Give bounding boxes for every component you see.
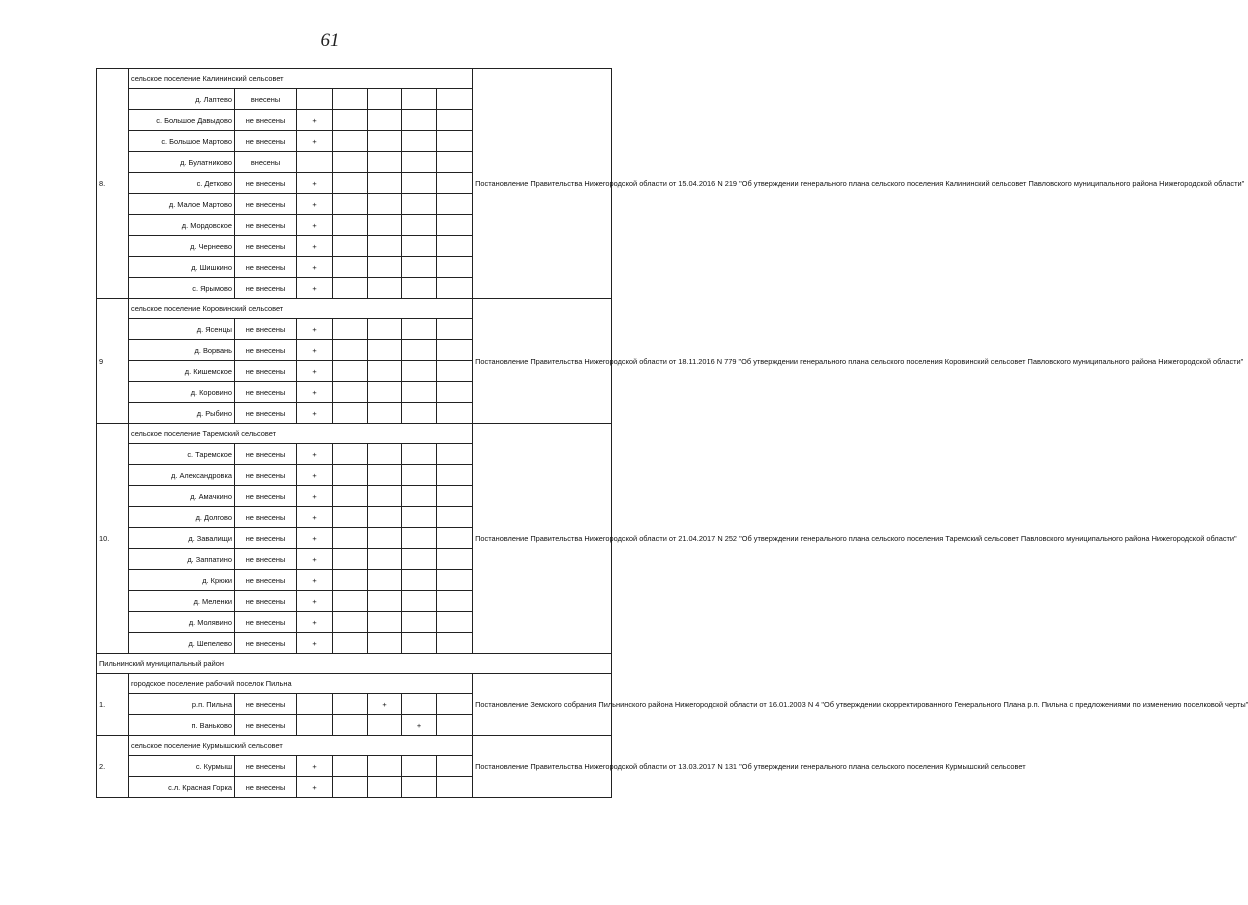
mark-cell (437, 89, 473, 110)
mark-cell: + (297, 612, 333, 633)
mark-cell (437, 361, 473, 382)
settlement-name: д. Крюки (129, 570, 235, 591)
changes-status: не внесены (235, 236, 297, 257)
mark-cell (368, 715, 402, 736)
mark-cell (368, 444, 402, 465)
mark-cell (333, 465, 368, 486)
mark-cell: + (297, 319, 333, 340)
section-title: сельское поселение Калининский сельсовет (129, 69, 473, 89)
mark-cell (437, 257, 473, 278)
settlement-name: д. Кишемское (129, 361, 235, 382)
mark-cell (368, 486, 402, 507)
mark-cell (368, 549, 402, 570)
mark-cell (437, 633, 473, 654)
mark-cell (368, 403, 402, 424)
section-title: сельское поселение Коровинский сельсовет (129, 299, 473, 319)
mark-cell (333, 777, 368, 798)
changes-status: не внесены (235, 777, 297, 798)
mark-cell: + (297, 403, 333, 424)
mark-cell (297, 152, 333, 173)
mark-cell: + (297, 110, 333, 131)
mark-cell (402, 591, 437, 612)
mark-cell (402, 612, 437, 633)
settlement-name: д. Рыбино (129, 403, 235, 424)
mark-cell (333, 89, 368, 110)
mark-cell (402, 361, 437, 382)
mark-cell (368, 528, 402, 549)
mark-cell (297, 694, 333, 715)
mark-cell (437, 110, 473, 131)
section-header-row (97, 736, 612, 756)
settlement-name: д. Долгово (129, 507, 235, 528)
mark-cell (402, 152, 437, 173)
mark-cell (333, 173, 368, 194)
approval-document: Постановление Правительства Нижегородской области от 18.11.2016 N 779 "Об утверждении генерального плана сельского поселения Коровинский сельсовет Павловского муниципального района Нижегородской области" (473, 299, 612, 424)
mark-cell (368, 278, 402, 299)
mark-cell (402, 528, 437, 549)
settlement-name: д. Ворвань (129, 340, 235, 361)
changes-status: не внесены (235, 756, 297, 777)
changes-status: не внесены (235, 715, 297, 736)
mark-cell (402, 110, 437, 131)
changes-status: не внесены (235, 194, 297, 215)
mark-cell (333, 257, 368, 278)
changes-status: не внесены (235, 486, 297, 507)
mark-cell (333, 194, 368, 215)
mark-cell (333, 131, 368, 152)
mark-cell: + (297, 340, 333, 361)
settlement-name: д. Заппатино (129, 549, 235, 570)
changes-status: не внесены (235, 131, 297, 152)
mark-cell (402, 382, 437, 403)
mark-cell (368, 756, 402, 777)
changes-status: не внесены (235, 403, 297, 424)
mark-cell: + (297, 549, 333, 570)
settlement-name: д. Коровино (129, 382, 235, 403)
mark-cell (368, 633, 402, 654)
mark-cell (368, 382, 402, 403)
mark-cell (333, 549, 368, 570)
mark-cell (402, 633, 437, 654)
mark-cell (368, 215, 402, 236)
settlement-name: д. Ясенцы (129, 319, 235, 340)
mark-cell (333, 340, 368, 361)
mark-cell (402, 173, 437, 194)
mark-cell (368, 173, 402, 194)
mark-cell (437, 715, 473, 736)
settlements-table (96, 68, 1248, 798)
mark-cell (368, 131, 402, 152)
mark-cell (402, 777, 437, 798)
mark-cell (437, 236, 473, 257)
settlement-name: д. Шишкино (129, 257, 235, 278)
changes-status: не внесены (235, 465, 297, 486)
mark-cell (402, 215, 437, 236)
mark-cell (402, 756, 437, 777)
mark-cell: + (297, 777, 333, 798)
changes-status: не внесены (235, 340, 297, 361)
region-title: Пильнинский муниципальный район (97, 654, 612, 674)
mark-cell (368, 591, 402, 612)
approval-document: Постановление Правительства Нижегородской области от 21.04.2017 N 252 "Об утверждении генерального плана сельского поселения Таремский сельсовет Павловского муниципального района Нижегородской области" (473, 424, 612, 654)
mark-cell (402, 89, 437, 110)
mark-cell: + (297, 591, 333, 612)
changes-status: не внесены (235, 694, 297, 715)
page-number: 61 (320, 30, 340, 51)
mark-cell (402, 319, 437, 340)
changes-status: не внесены (235, 278, 297, 299)
mark-cell (333, 152, 368, 173)
changes-status: не внесены (235, 173, 297, 194)
region-row (97, 654, 612, 674)
mark-cell (368, 465, 402, 486)
mark-cell: + (297, 361, 333, 382)
mark-cell: + (368, 694, 402, 715)
settlement-name: с. Курмыш (129, 756, 235, 777)
mark-cell (402, 549, 437, 570)
approval-document: Постановление Земского собрания Пильнинского района Нижегородской области от 16.01.2003 N 4 "Об утверждении скорректированного Генерального Плана р.п. Пильна с предложениями по изменению поселковой черты" (473, 674, 612, 736)
approval-document: Постановление Правительства Нижегородской области от 13.03.2017 N 131 "Об утверждении генерального плана сельского поселения Курмышский сельсовет (473, 736, 612, 798)
section-header-row (97, 69, 612, 89)
changes-status: не внесены (235, 361, 297, 382)
mark-cell: + (297, 236, 333, 257)
mark-cell (368, 340, 402, 361)
mark-cell: + (297, 278, 333, 299)
mark-cell (437, 403, 473, 424)
changes-status: не внесены (235, 633, 297, 654)
mark-cell (402, 131, 437, 152)
mark-cell (368, 507, 402, 528)
mark-cell: + (297, 465, 333, 486)
mark-cell: + (402, 715, 437, 736)
mark-cell (333, 591, 368, 612)
settlement-name: д. Булатниково (129, 152, 235, 173)
changes-status: не внесены (235, 110, 297, 131)
mark-cell (333, 612, 368, 633)
mark-cell (368, 194, 402, 215)
changes-status: не внесены (235, 591, 297, 612)
mark-cell (437, 486, 473, 507)
mark-cell: + (297, 528, 333, 549)
mark-cell (333, 110, 368, 131)
mark-cell (333, 507, 368, 528)
changes-status: не внесены (235, 528, 297, 549)
settlement-name: д. Молявино (129, 612, 235, 633)
settlement-name: д. Меленки (129, 591, 235, 612)
settlement-name: д. Амачкино (129, 486, 235, 507)
mark-cell (333, 236, 368, 257)
mark-cell (402, 694, 437, 715)
mark-cell (368, 319, 402, 340)
mark-cell: + (297, 507, 333, 528)
mark-cell (437, 340, 473, 361)
section-title: сельское поселение Курмышский сельсовет (129, 736, 473, 756)
settlement-name: д. Мордовское (129, 215, 235, 236)
mark-cell (333, 528, 368, 549)
settlement-name: д. Чернеево (129, 236, 235, 257)
section-title: городское поселение рабочий поселок Пильна (129, 674, 473, 694)
changes-status: не внесены (235, 549, 297, 570)
mark-cell: + (297, 215, 333, 236)
mark-cell (333, 633, 368, 654)
mark-cell (368, 89, 402, 110)
mark-cell (402, 278, 437, 299)
mark-cell (402, 257, 437, 278)
mark-cell (437, 694, 473, 715)
changes-status: не внесены (235, 570, 297, 591)
mark-cell (437, 152, 473, 173)
mark-cell (333, 278, 368, 299)
changes-status: не внесены (235, 257, 297, 278)
mark-cell (402, 486, 437, 507)
changes-status: внесены (235, 89, 297, 110)
mark-cell (368, 777, 402, 798)
settlement-name: с.л. Красная Горка (129, 777, 235, 798)
mark-cell (437, 444, 473, 465)
mark-cell (437, 173, 473, 194)
mark-cell: + (297, 570, 333, 591)
mark-cell: + (297, 486, 333, 507)
changes-status: не внесены (235, 444, 297, 465)
settlement-name: п. Ваньково (129, 715, 235, 736)
settlement-name: с. Большое Давыдово (129, 110, 235, 131)
changes-status: не внесены (235, 612, 297, 633)
mark-cell (368, 570, 402, 591)
settlement-name: д. Завалищи (129, 528, 235, 549)
changes-status: не внесены (235, 507, 297, 528)
settlement-name: с. Ярымово (129, 278, 235, 299)
mark-cell (333, 319, 368, 340)
mark-cell (437, 382, 473, 403)
section-number: 10. (97, 424, 129, 654)
mark-cell: + (297, 444, 333, 465)
mark-cell (437, 549, 473, 570)
mark-cell (402, 403, 437, 424)
mark-cell (368, 110, 402, 131)
mark-cell: + (297, 382, 333, 403)
mark-cell (368, 361, 402, 382)
mark-cell (437, 612, 473, 633)
mark-cell: + (297, 257, 333, 278)
mark-cell (297, 715, 333, 736)
section-header-row (97, 299, 612, 319)
mark-cell: + (297, 173, 333, 194)
mark-cell (402, 236, 437, 257)
mark-cell (333, 694, 368, 715)
mark-cell (333, 403, 368, 424)
section-number: 9 (97, 299, 129, 424)
mark-cell (333, 215, 368, 236)
mark-cell (368, 612, 402, 633)
mark-cell (402, 465, 437, 486)
mark-cell (333, 756, 368, 777)
section-number: 8. (97, 69, 129, 299)
mark-cell: + (297, 131, 333, 152)
changes-status: не внесены (235, 319, 297, 340)
settlement-name: д. Александровка (129, 465, 235, 486)
mark-cell: + (297, 756, 333, 777)
mark-cell (437, 215, 473, 236)
section-number: 2. (97, 736, 129, 798)
mark-cell (402, 194, 437, 215)
mark-cell (437, 777, 473, 798)
settlement-name: д. Малое Мартово (129, 194, 235, 215)
mark-cell (437, 278, 473, 299)
settlement-name: д. Лаптево (129, 89, 235, 110)
mark-cell (333, 486, 368, 507)
section-number: 1. (97, 674, 129, 736)
mark-cell (437, 570, 473, 591)
mark-cell (437, 465, 473, 486)
mark-cell (437, 131, 473, 152)
mark-cell (368, 257, 402, 278)
mark-cell (402, 340, 437, 361)
mark-cell (402, 507, 437, 528)
mark-cell (437, 756, 473, 777)
mark-cell: + (297, 194, 333, 215)
mark-cell (437, 194, 473, 215)
section-header-row (97, 424, 612, 444)
settlement-name: р.п. Пильна (129, 694, 235, 715)
mark-cell (437, 591, 473, 612)
mark-cell (402, 444, 437, 465)
mark-cell (333, 570, 368, 591)
mark-cell (333, 382, 368, 403)
mark-cell (333, 715, 368, 736)
mark-cell (333, 444, 368, 465)
mark-cell (368, 236, 402, 257)
mark-cell (437, 507, 473, 528)
settlement-name: с. Таремское (129, 444, 235, 465)
mark-cell (402, 570, 437, 591)
settlement-name: д. Шепелево (129, 633, 235, 654)
table-body (97, 69, 1248, 798)
settlement-name: с. Большое Мартово (129, 131, 235, 152)
approval-document: Постановление Правительства Нижегородской области от 15.04.2016 N 219 "Об утверждении генерального плана сельского поселения Калининский сельсовет Павловского муниципального района Нижегородской области" (473, 69, 612, 299)
mark-cell (368, 152, 402, 173)
mark-cell: + (297, 633, 333, 654)
changes-status: внесены (235, 152, 297, 173)
mark-cell (437, 319, 473, 340)
section-title: сельское поселение Таремский сельсовет (129, 424, 473, 444)
changes-status: не внесены (235, 382, 297, 403)
mark-cell (297, 89, 333, 110)
settlement-name: с. Детково (129, 173, 235, 194)
mark-cell (437, 528, 473, 549)
mark-cell (333, 361, 368, 382)
section-header-row (97, 674, 612, 694)
changes-status: не внесены (235, 215, 297, 236)
